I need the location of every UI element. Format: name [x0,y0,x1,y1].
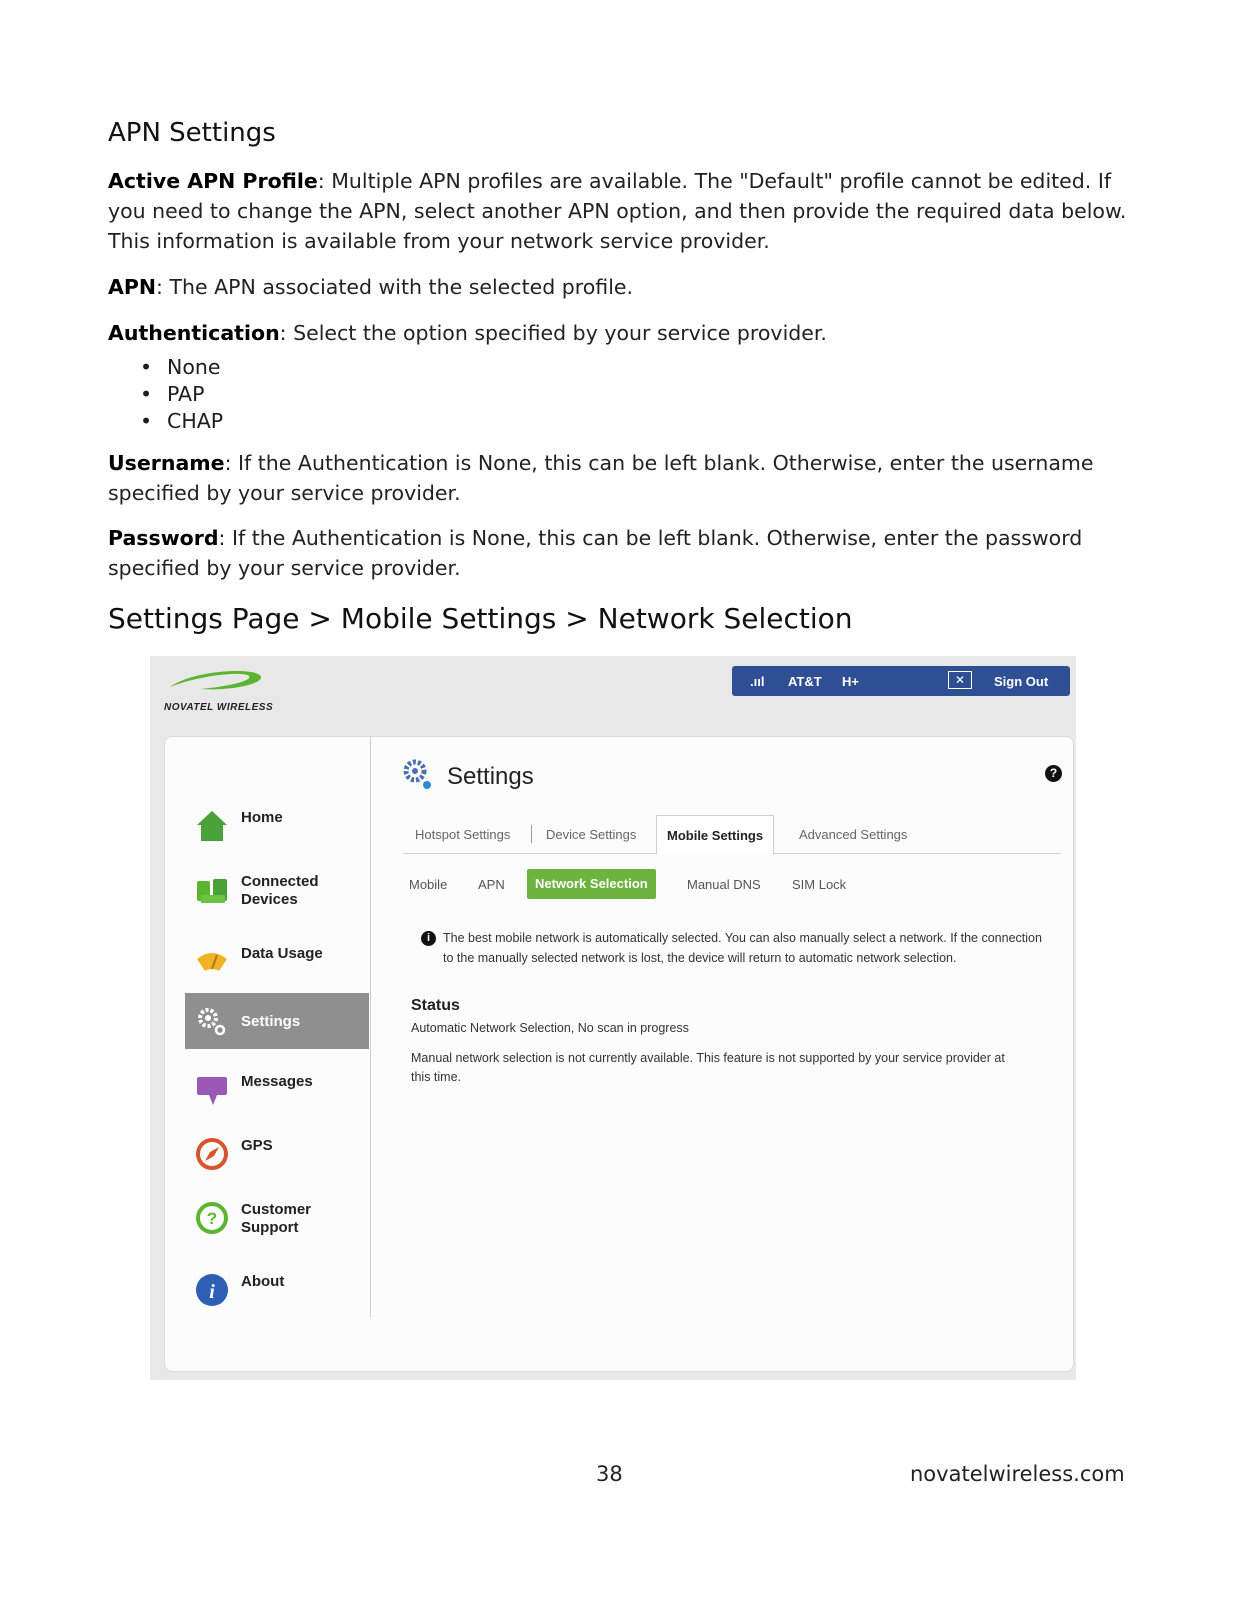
status-bar [732,666,1070,696]
sidebar-item-label: Customer Support [241,1201,312,1236]
tab-advanced-settings[interactable]: Advanced Settings [799,827,908,842]
signal-strength-icon: .ııl [750,674,765,689]
apn-desc [108,272,1138,302]
sidebar-item-label: Settings [241,1013,301,1030]
sidebar-item-label: Connected Devices [241,873,319,908]
sidebar-item-label: Messages [241,1073,313,1090]
desc-password: : If the Authentication is None, this can be left blank. Otherwise, enter the password specified by your service provider. [108,526,1083,580]
settings-tabs [403,815,1061,854]
subtab-network-selection[interactable]: Network Selection [527,869,656,899]
device-ui-screenshot [150,656,1076,1380]
info-message: The best mobile network is automatically selected. You can also manually select a network. If the connection to the manually selected network is lost, the device will return to automatic network selection. [443,931,1042,965]
list-item: • PAP [140,381,223,408]
sidebar-item-connected-devices[interactable] [185,861,369,917]
compass-icon [195,1137,229,1171]
tab-hotspot-settings[interactable]: Hotspot Settings [415,827,511,842]
auth-options-list [140,354,223,435]
term-username: Username [108,451,225,475]
sidebar-item-label: Data Usage [241,945,323,962]
gauge-icon [195,945,229,979]
password-desc [108,523,1138,583]
sidebar-item-gps[interactable] [185,1125,369,1181]
status-heading: Status [411,997,460,1014]
svg-text:?: ? [206,1209,218,1228]
term-apn: APN [108,275,157,299]
sidebar-item-label: GPS [241,1137,273,1154]
tab-device-settings[interactable]: Device Settings [546,827,637,842]
gear-icon [401,757,437,793]
gear-icon [195,1005,229,1039]
term-authentication: Authentication [108,321,280,345]
section-title-apn: APN Settings [108,118,276,148]
term-active-apn-profile: Active APN Profile [108,169,318,193]
subtab-manual-dns[interactable]: Manual DNS [687,877,761,892]
manual-selection-message: Manual network selection is not currently available. This feature is not supported by your service provider at this time. [411,1051,1005,1084]
info-icon: i [421,931,436,946]
devices-icon [195,873,229,907]
mobile-subtabs [403,869,1061,899]
sign-out-button[interactable]: Sign Out [994,674,1049,689]
sidebar-item-label: About [241,1273,285,1290]
page-title: Settings [447,763,534,790]
list-item: • None [140,354,223,381]
footer-site: novatelwireless.com [910,1462,1125,1486]
novatel-logo-icon [165,665,265,695]
term-password: Password [108,526,219,550]
info-icon [195,1273,229,1307]
main-panel [164,736,1074,1372]
logo-wordmark: NOVATEL WIRELESS [164,702,274,713]
help-icon[interactable]: ? [1045,765,1062,782]
username-desc [108,448,1138,508]
subtab-sim-lock[interactable]: SIM Lock [792,877,847,892]
home-icon [195,809,229,843]
desc-apn: : The APN associated with the selected profile. [156,275,634,299]
subtab-mobile[interactable]: Mobile [409,877,448,892]
carrier-name: AT&T [788,674,822,689]
subtab-apn[interactable]: APN [478,877,505,892]
desc-username: : If the Authentication is None, this can be left blank. Otherwise, enter the username specified by your service provider. [108,451,1094,505]
desc-active-apn-profile: : Multiple APN profiles are available. The "Default" profile cannot be edited. If you need to change the APN, select another APN option, and then provide the required data below. This information is available from your network service provider. [108,169,1127,253]
page-number: 38 [596,1462,623,1486]
section-title-network-selection: Settings Page > Mobile Settings > Network Selection [108,602,853,635]
network-type: H+ [842,674,859,689]
sidebar-item-home[interactable] [185,797,369,853]
sidebar-item-messages[interactable] [185,1061,369,1117]
sidebar-item-settings[interactable] [185,993,369,1049]
tab-divider [531,825,532,843]
list-item: • CHAP [140,408,223,435]
desc-authentication: : Select the option specified by your service provider. [279,321,827,345]
support-icon [195,1201,229,1235]
active-apn-profile-desc [108,166,1138,256]
svg-text:i: i [209,1281,215,1303]
status-value: Automatic Network Selection, No scan in progress [411,1021,689,1035]
authentication-desc [108,318,1138,348]
sidebar-item-label: Home [241,809,283,826]
sidebar [185,737,371,1317]
sidebar-item-about[interactable] [185,1261,369,1317]
message-icon [195,1073,229,1107]
sidebar-item-data-usage[interactable] [185,933,369,989]
messages-icon[interactable]: ✕ [948,671,972,689]
sidebar-item-customer-support[interactable] [185,1189,369,1245]
tab-mobile-settings[interactable]: Mobile Settings [656,815,774,855]
